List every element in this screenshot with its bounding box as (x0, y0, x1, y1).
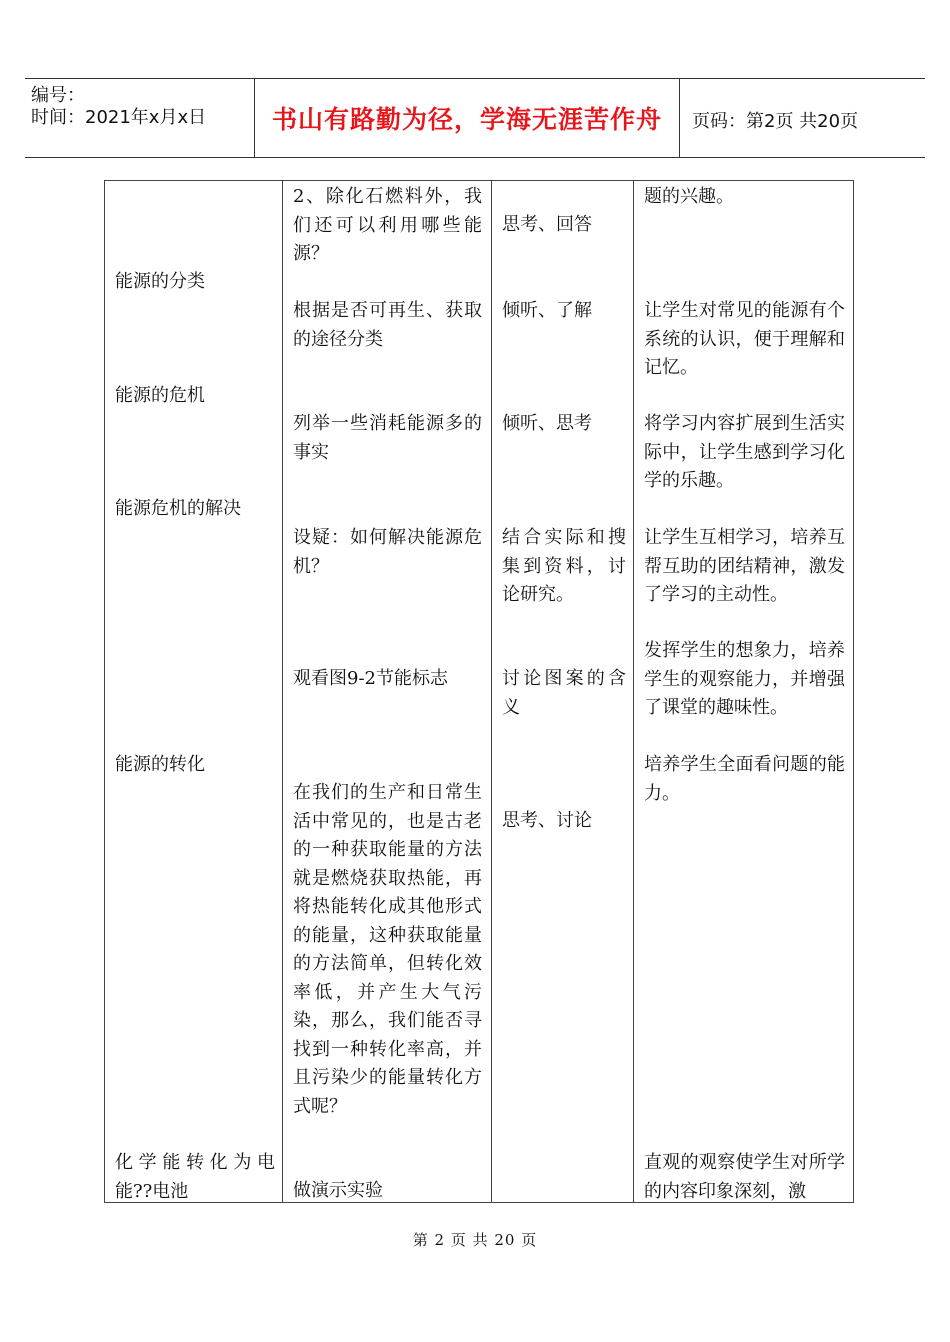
student-activity: 倾听、了解 (502, 300, 592, 321)
teacher-activity: 观看图9-2节能标志 (293, 668, 448, 689)
student-activity: 倾听、思考 (502, 413, 592, 434)
student-activity: 讨论图案的含义 (502, 668, 626, 718)
document-number-label: 编号： (31, 85, 85, 106)
design-intent: 培养学生全面看问题的能力。 (644, 754, 845, 804)
topic-crisis: 能源的危机 (115, 385, 205, 406)
teacher-activity: 2、除化石燃料外，我们还可以利用哪些能源？ (293, 186, 482, 264)
teacher-activity: 根据是否可再生、获取的途径分类 (293, 300, 482, 350)
design-intent: 直观的观察使学生对所学的内容印象深刻，激 (644, 1152, 845, 1202)
column-divider (633, 181, 634, 1202)
topic-classification: 能源的分类 (115, 271, 205, 292)
lesson-plan-table (104, 180, 854, 1203)
student-activity: 思考、讨论 (502, 810, 592, 831)
student-activity: 思考、回答 (502, 214, 592, 235)
header-motto: 书山有路勤为径，学海无涯苦作舟 (271, 105, 662, 134)
design-intent: 让学生对常见的能源有个系统的认识，便于理解和记忆。 (644, 300, 845, 378)
topic-conversion: 能源的转化 (115, 754, 205, 775)
design-intent: 发挥学生的想象力，培养学生的观察能力，并增强了课堂的趣味性。 (644, 640, 845, 718)
column-divider (491, 181, 492, 1202)
header-page-cell (680, 79, 925, 157)
column-divider (282, 181, 283, 1202)
teacher-activity: 列举一些消耗能源多的事实 (293, 413, 482, 463)
document-time-label: 时间：2021年x月x日 (31, 107, 207, 128)
teacher-activity: 在我们的生产和日常生活中常见的，也是古老的一种获取能量的方法就是燃烧获取热能，再将热能转化成其他形式的能量，这种获取能量的方法简单，但转化效率低，并产生大气污染，那么，我们能否寻找到一种转化率高，并且污染少的能量转化方式呢？ (293, 782, 482, 1117)
header-page-info: 页码：第2页 共20页 (692, 111, 859, 132)
topic-crisis-solution: 能源危机的解决 (115, 498, 241, 519)
teacher-activity: 设疑：如何解决能源危机？ (293, 527, 482, 577)
design-intent: 将学习内容扩展到生活实际中，让学生感到学习化学的乐趣。 (644, 413, 845, 491)
student-activity: 结合实际和搜集到资料，讨论研究。 (502, 527, 626, 605)
design-intent: 题的兴趣。 (644, 186, 734, 207)
design-intent: 让学生互相学习，培养互帮互助的团结精神，激发了学习的主动性。 (644, 527, 845, 605)
topic-chem-to-electric: 化学能转化为电能??电池 (115, 1152, 275, 1202)
teacher-activity: 做演示实验 (293, 1180, 383, 1201)
page-header (25, 78, 925, 158)
header-meta-cell (25, 79, 255, 157)
header-motto-cell (255, 79, 680, 157)
page-footer: 第 2 页 共 20 页 (412, 1231, 538, 1249)
